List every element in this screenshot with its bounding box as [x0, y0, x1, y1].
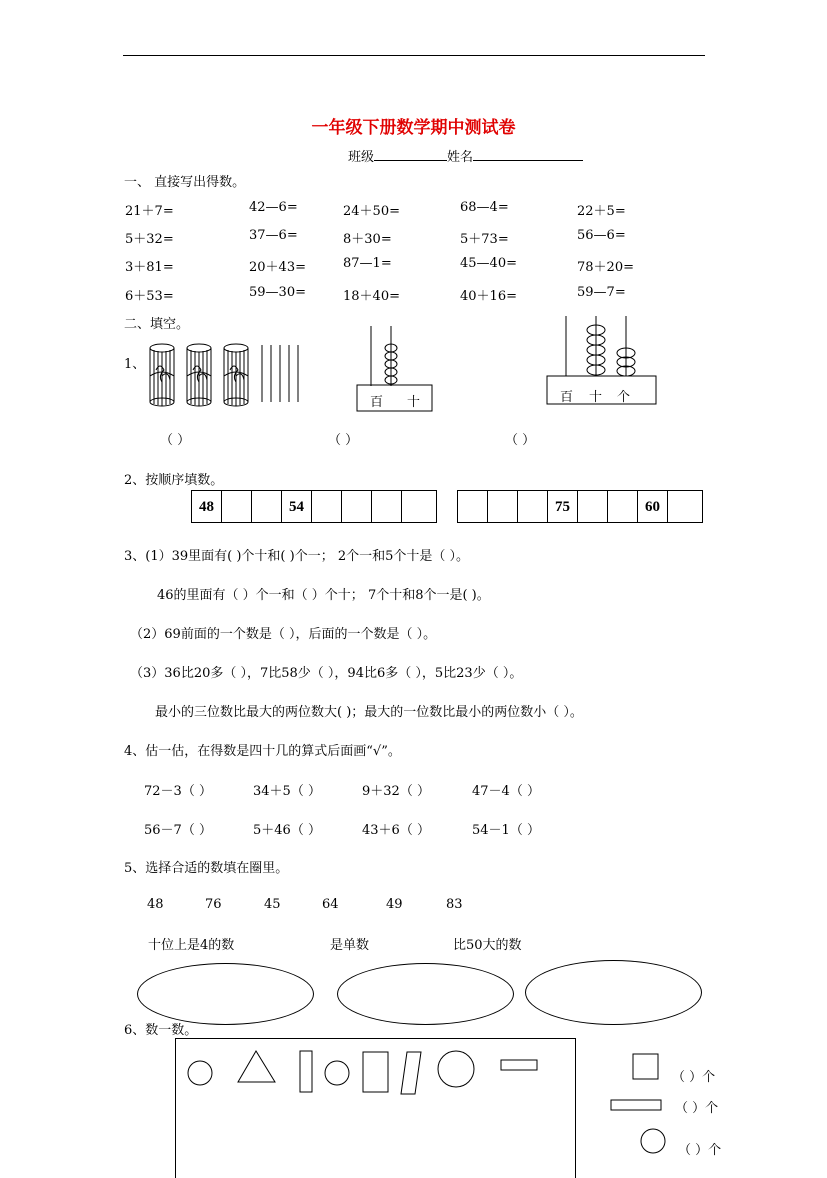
number-choice: 45: [264, 897, 281, 912]
abacus1-label-hundreds: 百: [370, 391, 383, 410]
stick-bundles-icon: [140, 340, 310, 410]
calc-item: 68—4=: [460, 200, 509, 215]
calc-item: 8＋30=: [343, 228, 392, 247]
number-choice: 76: [205, 897, 222, 912]
sequence-cell[interactable]: 54: [282, 491, 312, 522]
answer-oval[interactable]: [337, 963, 514, 1025]
name-blank[interactable]: [473, 146, 583, 161]
q3-line: 最小的三位数比最大的两位数大( )；最大的一位数比最小的两位数小（ ）。: [155, 701, 583, 720]
q3-line: （2）69前面的一个数是（ ），后面的一个数是（ ）。: [130, 623, 436, 642]
answer-blank[interactable]: （ ）: [328, 429, 358, 448]
calc-item: 6＋53=: [125, 285, 174, 304]
calc-item: 37—6=: [249, 228, 298, 243]
q6-label: 6、数一数。: [124, 1019, 197, 1038]
number-choice: 83: [446, 897, 463, 912]
sequence-cell[interactable]: [312, 491, 342, 522]
sequence-cell[interactable]: [668, 491, 698, 522]
q4-label: 4、估一估，在得数是四十几的算式后面画“√”。: [124, 740, 401, 759]
answer-blank[interactable]: （ ）: [505, 429, 535, 448]
calc-item: 20＋43=: [249, 256, 306, 275]
q2-label: 2、按顺序填数。: [124, 469, 223, 488]
number-choice: 48: [147, 897, 164, 912]
sequence-cell[interactable]: 48: [192, 491, 222, 522]
count-answer-circle[interactable]: （ ）个: [678, 1139, 721, 1158]
abacus2-label-ones: 个: [617, 386, 630, 405]
calc-item: 56—6=: [577, 228, 626, 243]
number-choice: 49: [386, 897, 403, 912]
calc-item: 59—7=: [577, 285, 626, 300]
section2-heading: 二、填空。: [124, 313, 189, 332]
shapes-box-icon: [175, 1038, 577, 1178]
answer-oval[interactable]: [137, 963, 314, 1025]
category-label: 十位上是4的数: [148, 934, 234, 953]
q5-label: 5、选择合适的数填在圈里。: [124, 857, 288, 876]
calc-item: 59—30=: [249, 285, 306, 300]
calc-item: 42—6=: [249, 200, 298, 215]
sequence-cell[interactable]: [402, 491, 432, 522]
sequence-cell[interactable]: [578, 491, 608, 522]
sequence-cell[interactable]: [372, 491, 402, 522]
sequence-boxes: [191, 490, 437, 523]
sequence-boxes: [457, 490, 703, 523]
calc-item: 45—40=: [460, 256, 517, 271]
q1-label: 1、: [124, 353, 145, 372]
abacus2-label-hundreds: 百: [560, 386, 573, 405]
calc-item: 78＋20=: [577, 256, 634, 275]
count-answer-square[interactable]: （ ）个: [672, 1066, 715, 1085]
sequence-cell[interactable]: [458, 491, 488, 522]
q3-line: 46的里面有（ ）个一和（ ）个十； 7个十和8个一是( )。: [157, 584, 490, 603]
sequence-cell[interactable]: [488, 491, 518, 522]
calc-item: 87—1=: [343, 256, 392, 271]
calc-item: 5＋73=: [460, 228, 509, 247]
sequence-cell[interactable]: 60: [638, 491, 668, 522]
number-choice: 64: [322, 897, 339, 912]
class-name-line: [348, 146, 583, 165]
sequence-cell[interactable]: [222, 491, 252, 522]
calc-item: 40＋16=: [460, 285, 517, 304]
page-title: 一年级下册数学期中测试卷: [0, 113, 827, 138]
calc-item: 5＋32=: [125, 228, 174, 247]
section1-heading: 一、 直接写出得数。: [124, 171, 245, 190]
q3-line: （3）36比20多（ ），7比58少（ ），94比6多（ ），5比23少（ ）。: [130, 662, 522, 681]
abacus2-label-tens: 十: [589, 386, 602, 405]
sequence-cell[interactable]: [342, 491, 372, 522]
calc-item: 21＋7=: [125, 200, 174, 219]
estimate-item[interactable]: 43＋6（ ）: [362, 819, 430, 838]
estimate-item[interactable]: 56－7（ ）: [144, 819, 212, 838]
abacus1-label-tens: 十: [407, 391, 420, 410]
estimate-item[interactable]: 9＋32（ ）: [362, 780, 430, 799]
abacus-icon: [355, 326, 435, 412]
estimate-item[interactable]: 54－1（ ）: [472, 819, 540, 838]
sequence-cell[interactable]: [608, 491, 638, 522]
sequence-cell[interactable]: [518, 491, 548, 522]
estimate-item[interactable]: 47－4（ ）: [472, 780, 540, 799]
top-rule: [123, 55, 705, 56]
sequence-cell[interactable]: [252, 491, 282, 522]
category-label: 比50大的数: [453, 934, 522, 953]
estimate-item[interactable]: 5＋46（ ）: [253, 819, 321, 838]
estimate-item[interactable]: 34＋5（ ）: [253, 780, 321, 799]
estimate-item[interactable]: 72－3（ ）: [144, 780, 212, 799]
class-label: 班级: [348, 150, 374, 165]
q3-line: 3、(1）39里面有( )个十和( )个一； 2个一和5个十是（ ）。: [124, 545, 469, 564]
name-label: 姓名: [447, 150, 473, 165]
calc-item: 3＋81=: [125, 256, 174, 275]
answer-oval[interactable]: [525, 960, 702, 1025]
calc-item: 22＋5=: [577, 200, 626, 219]
category-label: 是单数: [330, 934, 369, 953]
class-blank[interactable]: [374, 146, 447, 161]
calc-item: 24＋50=: [343, 200, 400, 219]
count-answer-rectangle[interactable]: （ ）个: [675, 1097, 718, 1116]
sequence-cell[interactable]: 75: [548, 491, 578, 522]
calc-item: 18＋40=: [343, 285, 400, 304]
answer-blank[interactable]: （ ）: [160, 429, 190, 448]
